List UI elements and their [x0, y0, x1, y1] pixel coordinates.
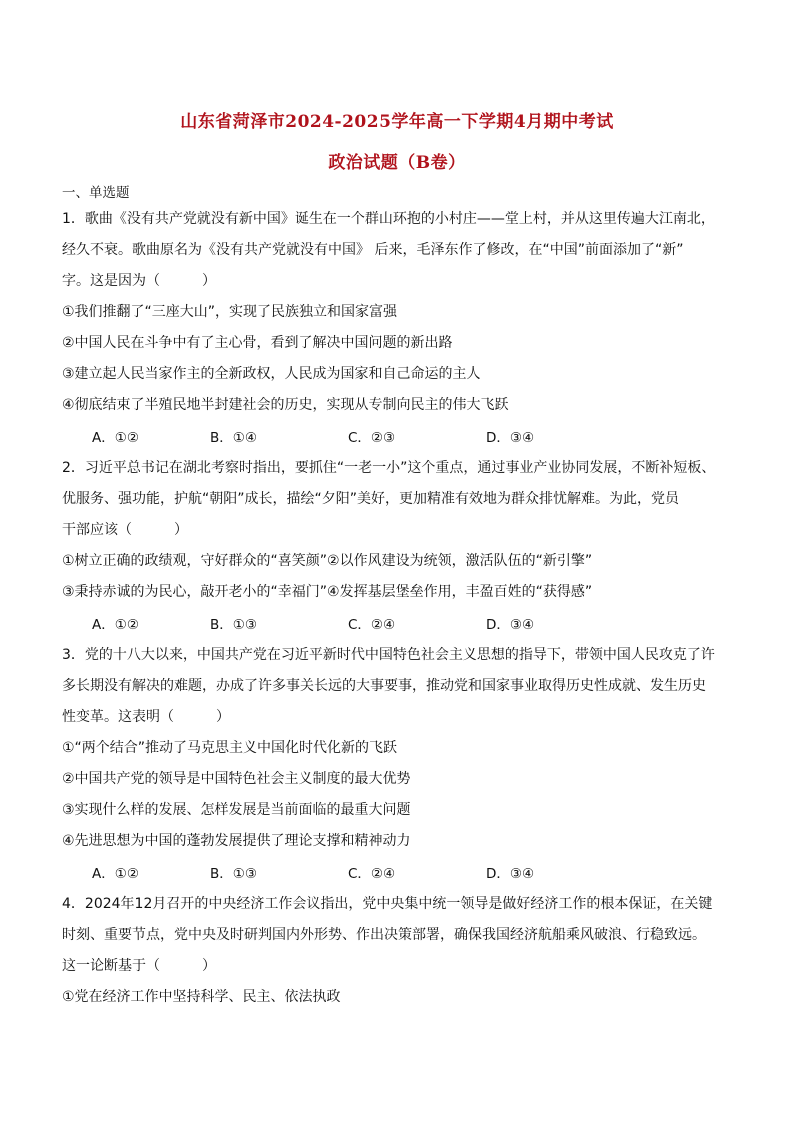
question-3-text-line-3: 性变革。这表明（ ）	[62, 709, 230, 725]
option-a[interactable]: A．①②	[92, 430, 139, 446]
option-b[interactable]: B．①④	[210, 430, 257, 446]
question-1-text-line-3: 字。这是因为（ ）	[62, 273, 216, 289]
question-4-text-line-3: 这一论断基于（ ）	[62, 958, 216, 974]
option-a[interactable]: A．①②	[92, 617, 139, 633]
question-2-text-line-2: 优服务、强功能，护航“朝阳”成长，描绘“夕阳”美好，更加精准有效地为群众排忧解难。为此，党员	[62, 491, 680, 507]
question-3-statement-2: ②中国共产党的领导是中国特色社会主义制度的最大优势	[62, 771, 411, 787]
question-4-text-line-2: 时刻、重要节点，党中央及时研判国内外形势、作出决策部署，确保我国经济航船乘风破浪、行稳致远。	[62, 927, 706, 943]
section-heading: 一、单选题	[62, 185, 130, 201]
option-d[interactable]: D．③④	[486, 617, 535, 633]
question-2-statement-2: ③秉持赤诚的为民心，敲开老小的“幸福门”④发挥基层堡垒作用，丰盈百姓的“获得感”	[62, 584, 593, 600]
question-1-statement-2: ②中国人民在斗争中有了主心骨，看到了解决中国问题的新出路	[62, 335, 453, 351]
question-1-statement-4: ④彻底结束了半殖民地半封建社会的历史，实现从专制向民主的伟大飞跃	[62, 397, 509, 413]
exam-subtitle: 政治试题（B卷）	[328, 153, 466, 173]
question-1-text-line-1: 1．歌曲《没有共产党就没有新中国》诞生在一个群山环抱的小村庄——堂上村，并从这里传遍大江南北，	[62, 211, 715, 227]
option-b[interactable]: B．①③	[210, 617, 257, 633]
option-d[interactable]: D．③④	[486, 866, 535, 882]
question-3-statement-1: ①“两个结合”推动了马克思主义中国化时代化新的飞跃	[62, 740, 398, 756]
option-c[interactable]: C．②③	[348, 430, 396, 446]
question-3-statement-3: ③实现什么样的发展、怎样发展是当前面临的最重大问题	[62, 802, 411, 818]
question-3-text-line-2: 多长期没有解决的难题，办成了许多事关长远的大事要事，推动党和国家事业取得历史性成就、发生历史	[62, 678, 706, 694]
option-a[interactable]: A．①②	[92, 866, 139, 882]
question-3-options	[92, 862, 732, 882]
question-4-text-line-1: 4．2024年12月召开的中央经济工作会议指出，党中央集中统一领导是做好经济工作的根本保证，在关键	[62, 896, 713, 912]
question-3-text-line-1: 3．党的十八大以来，中国共产党在习近平新时代中国特色社会主义思想的指导下，带领中国人民攻克了许	[62, 647, 715, 663]
option-c[interactable]: C．②④	[348, 866, 396, 882]
option-b[interactable]: B．①③	[210, 866, 257, 882]
question-1-text-line-2: 经久不衰。歌曲原名为《没有共产党就没有中国》 后来，毛泽东作了修改，在“中国”前面添加了“新”	[62, 242, 684, 258]
question-1-statement-3: ③建立起人民当家作主的全新政权，人民成为国家和自己命运的主人	[62, 366, 481, 382]
option-d[interactable]: D．③④	[486, 430, 535, 446]
exam-title: 山东省菏泽市2024-2025学年高一下学期4月期中考试	[180, 112, 614, 132]
question-2-options	[92, 613, 732, 633]
question-3-statement-4: ④先进思想为中国的蓬勃发展提供了理论支撑和精神动力	[62, 833, 411, 849]
question-1-statement-1: ①我们推翻了“三座大山”，实现了民族独立和国家富强	[62, 304, 398, 320]
question-2-text-line-3: 干部应该（ ）	[62, 522, 188, 538]
question-1-options	[92, 426, 732, 446]
question-4-statement-1: ①党在经济工作中坚持科学、民主、依法执政	[62, 989, 341, 1005]
option-c[interactable]: C．②④	[348, 617, 396, 633]
question-2-text-line-1: 2．习近平总书记在湖北考察时指出，要抓住“一老一小”这个重点，通过事业产业协同发展，不断补短板、	[62, 460, 716, 476]
question-2-statement-1: ①树立正确的政绩观，守好群众的“喜笑颜”②以作风建设为统领，激活队伍的“新引擎”	[62, 553, 593, 569]
